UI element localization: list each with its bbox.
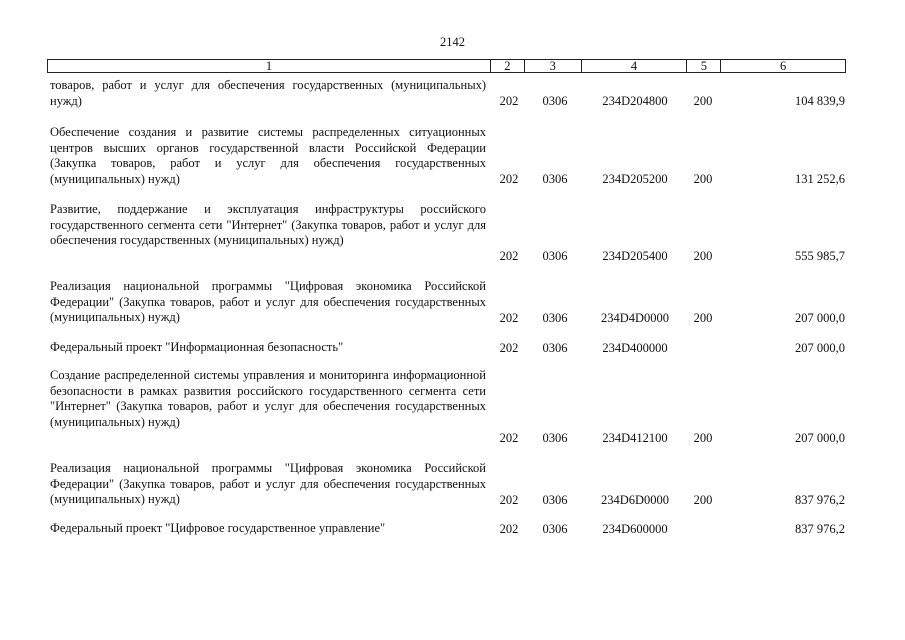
row-description: Федеральный проект "Информационная безопасность" [50, 340, 344, 354]
row-amount: 837 976,2 [795, 492, 845, 507]
row-expense-type: 200 [693, 430, 713, 445]
row-expense-type: 200 [693, 248, 713, 263]
row-expense-type: 200 [693, 492, 713, 507]
table-row [0, 521, 905, 537]
row-subsection: 0306 [542, 340, 568, 355]
row-amount: 104 839,9 [795, 93, 845, 108]
row-description: Реализация национальной программы "Цифровая экономика Российской Федерации" (Закупка товаров, работ и услуг для обеспечения государственных (муниципальных) нужд) [50, 461, 486, 506]
row-subsection: 0306 [542, 310, 568, 325]
row-description: Федеральный проект "Цифровое государственное управление" [50, 521, 386, 535]
row-amount: 837 976,2 [795, 521, 845, 536]
row-target-article: 234D6D0000 [600, 492, 670, 507]
row-amount: 555 985,7 [795, 248, 845, 263]
column-header-2: 2 [490, 60, 524, 72]
row-target-article: 234D600000 [602, 521, 668, 536]
row-description: Реализация национальной программы "Цифровая экономика Российской Федерации" (Закупка товаров, работ и услуг для обеспечения государственных (муниципальных) нужд) [50, 279, 486, 324]
column-header-3: 3 [524, 60, 581, 72]
column-header-5: 5 [686, 60, 720, 72]
row-section: 202 [499, 340, 519, 355]
row-description: Развитие, поддержание и эксплуатация инфраструктуры российского государственного сегмента сети "Интернет" (Закупка товаров, работ и услуг для обеспечения государственных (муниципальных) нужд) [50, 202, 486, 247]
row-expense-type: 200 [693, 171, 713, 186]
row-amount: 131 252,6 [795, 171, 845, 186]
row-amount: 207 000,0 [795, 310, 845, 325]
row-amount: 207 000,0 [795, 340, 845, 355]
table-row [0, 78, 905, 109]
table-row [0, 202, 905, 264]
table-row [0, 368, 905, 446]
row-amount: 207 000,0 [795, 430, 845, 445]
row-section: 202 [499, 310, 519, 325]
row-target-article: 234D400000 [602, 340, 668, 355]
table-row [0, 461, 905, 508]
row-target-article: 234D412100 [602, 430, 668, 445]
row-description: Обеспечение создания и развитие системы распределенных ситуационных центров высших органов государственной власти Российской Федерации (Закупка товаров, работ и услуг для обеспечения государственных (муниципальных) нужд) [50, 125, 486, 186]
row-description: Создание распределенной системы управления и мониторинга информационной безопасности в рамках развития российского государственного сегмента сети "Интернет" (Закупка товаров, работ и услуг для обеспечения государственных (муниципальных) нужд) [50, 368, 486, 429]
row-expense-type: 200 [693, 93, 713, 108]
row-section: 202 [499, 521, 519, 536]
table-row [0, 125, 905, 187]
row-section: 202 [499, 93, 519, 108]
row-target-article: 234D4D0000 [600, 310, 670, 325]
table-row [0, 279, 905, 326]
row-subsection: 0306 [542, 248, 568, 263]
table-row [0, 340, 905, 356]
row-expense-type: 200 [693, 310, 713, 325]
row-target-article: 234D205400 [602, 248, 668, 263]
row-section: 202 [499, 171, 519, 186]
table-header [47, 59, 846, 73]
column-header-6: 6 [720, 60, 845, 72]
page-number: 2142 [440, 35, 465, 49]
row-subsection: 0306 [542, 430, 568, 445]
row-subsection: 0306 [542, 93, 568, 108]
column-header-4: 4 [581, 60, 687, 72]
row-subsection: 0306 [542, 492, 568, 507]
row-subsection: 0306 [542, 521, 568, 536]
row-target-article: 234D205200 [602, 171, 668, 186]
row-section: 202 [499, 430, 519, 445]
row-description: товаров, работ и услуг для обеспечения государственных (муниципальных) нужд) [50, 78, 486, 108]
row-section: 202 [499, 492, 519, 507]
row-section: 202 [499, 248, 519, 263]
row-subsection: 0306 [542, 171, 568, 186]
row-target-article: 234D204800 [602, 93, 668, 108]
column-header-1: 1 [265, 59, 273, 73]
